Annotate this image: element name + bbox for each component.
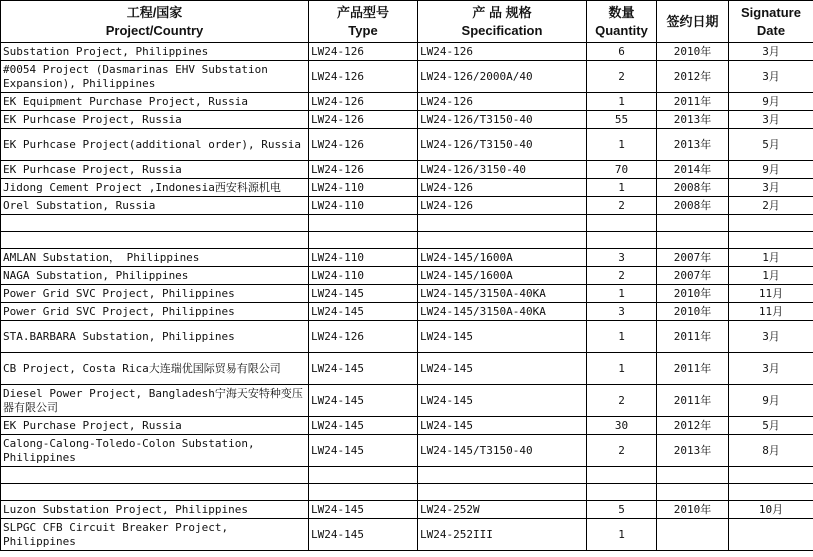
cell-month[interactable]: 11月 (729, 285, 813, 303)
cell-quantity[interactable]: 2 (587, 435, 657, 467)
cell-project[interactable]: EK Purchase Project, Russia (1, 417, 309, 435)
header-date-en[interactable]: Signature Date (729, 1, 813, 43)
cell-year[interactable]: 2014年 (657, 161, 729, 179)
cell-quantity[interactable]: 1 (587, 519, 657, 551)
cell-project[interactable]: Luzon Substation Project, Philippines (1, 501, 309, 519)
table-row (1, 249, 813, 267)
cell-quantity[interactable]: 1 (587, 129, 657, 161)
header-spec[interactable]: 产 品 规格 Specification (418, 1, 587, 43)
cell-spec[interactable]: LW24-126/T3150-40 (418, 129, 587, 161)
header-quantity[interactable]: 数量 Quantity (587, 1, 657, 43)
cell-month[interactable]: 2月 (729, 197, 813, 215)
table-row (1, 179, 813, 197)
cell-month[interactable]: 3月 (729, 111, 813, 129)
cell-type[interactable]: LW24-145 (309, 285, 418, 303)
empty-cell[interactable] (657, 467, 729, 484)
empty-cell[interactable] (309, 232, 418, 249)
header-row (1, 1, 813, 43)
cell-year[interactable]: 2008年 (657, 197, 729, 215)
cell-year[interactable]: 2012年 (657, 61, 729, 93)
table-row (1, 267, 813, 285)
table-row (1, 501, 813, 519)
cell-type[interactable]: LW24-145 (309, 385, 418, 417)
cell-type[interactable]: LW24-126 (309, 111, 418, 129)
table-row (1, 285, 813, 303)
cell-type[interactable]: LW24-145 (309, 435, 418, 467)
table-row (1, 43, 813, 61)
cell-year[interactable]: 2011年 (657, 353, 729, 385)
empty-cell[interactable] (1, 232, 309, 249)
empty-cell[interactable] (418, 232, 587, 249)
cell-month[interactable] (729, 519, 813, 551)
cell-year[interactable]: 2007年 (657, 267, 729, 285)
empty-row (1, 215, 813, 232)
empty-row (1, 232, 813, 249)
empty-cell[interactable] (657, 232, 729, 249)
cell-year[interactable]: 2013年 (657, 111, 729, 129)
cell-quantity[interactable]: 1 (587, 285, 657, 303)
cell-quantity[interactable]: 70 (587, 161, 657, 179)
cell-year[interactable]: 2011年 (657, 93, 729, 111)
empty-cell[interactable] (418, 215, 587, 232)
cell-quantity[interactable]: 30 (587, 417, 657, 435)
cell-type[interactable]: LW24-145 (309, 519, 418, 551)
cell-quantity[interactable]: 6 (587, 43, 657, 61)
table-row (1, 353, 813, 385)
cell-project[interactable]: STA.BARBARA Substation, Philippines (1, 321, 309, 353)
cell-year[interactable]: 2012年 (657, 417, 729, 435)
cell-type[interactable]: LW24-145 (309, 303, 418, 321)
empty-cell[interactable] (729, 467, 813, 484)
cell-spec[interactable]: LW24-126/T3150-40 (418, 111, 587, 129)
table-row (1, 303, 813, 321)
empty-cell[interactable] (729, 484, 813, 501)
cell-quantity[interactable]: 1 (587, 93, 657, 111)
cell-month[interactable]: 9月 (729, 161, 813, 179)
cell-spec[interactable]: LW24-126 (418, 43, 587, 61)
cell-year[interactable]: 2013年 (657, 129, 729, 161)
cell-year[interactable]: 2007年 (657, 249, 729, 267)
cell-spec[interactable]: LW24-145 (418, 417, 587, 435)
cell-project[interactable]: Power Grid SVC Project, Philippines (1, 303, 309, 321)
cell-type[interactable]: LW24-110 (309, 249, 418, 267)
cell-project[interactable]: Diesel Power Project, Bangladesh宁海天安特种变压器有限公司 (1, 385, 309, 417)
cell-spec[interactable]: LW24-145/T3150-40 (418, 435, 587, 467)
empty-cell[interactable] (657, 484, 729, 501)
cell-spec[interactable]: LW24-145/3150A-40KA (418, 285, 587, 303)
cell-year[interactable]: 2013年 (657, 435, 729, 467)
empty-cell[interactable] (729, 232, 813, 249)
cell-project[interactable]: Calong-Calong-Toledo-Colon Substation, Philippines (1, 435, 309, 467)
cell-spec[interactable]: LW24-126 (418, 179, 587, 197)
cell-month[interactable]: 9月 (729, 93, 813, 111)
cell-type[interactable]: LW24-110 (309, 267, 418, 285)
empty-cell[interactable] (309, 467, 418, 484)
cell-year[interactable]: 2010年 (657, 285, 729, 303)
cell-spec[interactable]: LW24-252III (418, 519, 587, 551)
table-row (1, 417, 813, 435)
empty-cell[interactable] (1, 467, 309, 484)
cell-spec[interactable]: LW24-252W (418, 501, 587, 519)
empty-cell[interactable] (309, 484, 418, 501)
cell-year[interactable]: 2008年 (657, 179, 729, 197)
table-row (1, 385, 813, 417)
cell-type[interactable]: LW24-145 (309, 417, 418, 435)
cell-project[interactable]: NAGA Substation, Philippines (1, 267, 309, 285)
cell-month[interactable]: 5月 (729, 129, 813, 161)
table-row (1, 111, 813, 129)
empty-cell[interactable] (587, 484, 657, 501)
empty-cell[interactable] (657, 215, 729, 232)
header-project[interactable]: 工程/国家 Project/Country (1, 1, 309, 43)
cell-year[interactable] (657, 519, 729, 551)
empty-cell[interactable] (418, 467, 587, 484)
table-row (1, 93, 813, 111)
empty-cell[interactable] (587, 215, 657, 232)
cell-month[interactable]: 10月 (729, 501, 813, 519)
cell-year[interactable]: 2010年 (657, 303, 729, 321)
empty-cell[interactable] (1, 484, 309, 501)
cell-quantity[interactable]: 5 (587, 501, 657, 519)
cell-quantity[interactable]: 2 (587, 197, 657, 215)
cell-quantity[interactable]: 3 (587, 303, 657, 321)
cell-year[interactable]: 2011年 (657, 321, 729, 353)
empty-cell[interactable] (418, 484, 587, 501)
cell-type[interactable]: LW24-126 (309, 321, 418, 353)
cell-type[interactable]: LW24-126 (309, 161, 418, 179)
cell-quantity[interactable]: 1 (587, 353, 657, 385)
table-row (1, 519, 813, 551)
cell-spec[interactable]: LW24-126 (418, 197, 587, 215)
cell-spec[interactable]: LW24-145 (418, 385, 587, 417)
cell-project[interactable]: EK Purhcase Project, Russia (1, 111, 309, 129)
cell-month[interactable]: 5月 (729, 417, 813, 435)
cell-type[interactable]: LW24-126 (309, 93, 418, 111)
header-date-cn[interactable]: 签约日期 (657, 1, 729, 43)
cell-spec[interactable]: LW24-126/3150-40 (418, 161, 587, 179)
cell-project[interactable]: AMLAN Substation， Philippines (1, 249, 309, 267)
cell-quantity[interactable]: 2 (587, 61, 657, 93)
cell-project[interactable]: EK Equipment Purchase Project, Russia (1, 93, 309, 111)
empty-cell[interactable] (729, 215, 813, 232)
table-row (1, 61, 813, 93)
header-type[interactable]: 产品型号 Type (309, 1, 418, 43)
cell-spec[interactable]: LW24-126/2000A/40 (418, 61, 587, 93)
cell-type[interactable]: LW24-126 (309, 61, 418, 93)
empty-cell[interactable] (587, 232, 657, 249)
cell-project[interactable]: #0054 Project (Dasmarinas EHV Substation Expansion), Philippines (1, 61, 309, 93)
cell-project[interactable]: EK Purhcase Project, Russia (1, 161, 309, 179)
cell-month[interactable]: 3月 (729, 321, 813, 353)
cell-spec[interactable]: LW24-145/1600A (418, 249, 587, 267)
cell-month[interactable]: 1月 (729, 267, 813, 285)
cell-month[interactable]: 3月 (729, 179, 813, 197)
empty-row (1, 484, 813, 501)
cell-spec[interactable]: LW24-145/1600A (418, 267, 587, 285)
cell-quantity[interactable]: 55 (587, 111, 657, 129)
cell-month[interactable]: 3月 (729, 61, 813, 93)
cell-project[interactable]: SLPGC CFB Circuit Breaker Project, Philippines (1, 519, 309, 551)
cell-project[interactable]: Power Grid SVC Project, Philippines (1, 285, 309, 303)
cell-quantity[interactable]: 2 (587, 267, 657, 285)
cell-type[interactable]: LW24-126 (309, 129, 418, 161)
empty-cell[interactable] (587, 467, 657, 484)
cell-spec[interactable]: LW24-145 (418, 353, 587, 385)
empty-cell[interactable] (309, 215, 418, 232)
cell-project[interactable]: Substation Project, Philippines (1, 43, 309, 61)
table-row (1, 161, 813, 179)
cell-type[interactable]: LW24-110 (309, 179, 418, 197)
cell-year[interactable]: 2010年 (657, 501, 729, 519)
cell-type[interactable]: LW24-110 (309, 197, 418, 215)
cell-project[interactable]: Jidong Cement Project ,Indonesia西安科源机电 (1, 179, 309, 197)
cell-month[interactable]: 1月 (729, 249, 813, 267)
cell-month[interactable]: 8月 (729, 435, 813, 467)
table-row (1, 435, 813, 467)
cell-project[interactable]: Orel Substation, Russia (1, 197, 309, 215)
cell-quantity[interactable]: 3 (587, 249, 657, 267)
cell-project[interactable]: CB Project, Costa Rica大连瑞优国际贸易有限公司 (1, 353, 309, 385)
cell-spec[interactable]: LW24-126 (418, 93, 587, 111)
table-row (1, 321, 813, 353)
cell-month[interactable]: 11月 (729, 303, 813, 321)
cell-year[interactable]: 2011年 (657, 385, 729, 417)
cell-type[interactable]: LW24-145 (309, 353, 418, 385)
cell-spec[interactable]: LW24-145/3150A-40KA (418, 303, 587, 321)
empty-cell[interactable] (1, 215, 309, 232)
cell-spec[interactable]: LW24-145 (418, 321, 587, 353)
cell-month[interactable]: 3月 (729, 43, 813, 61)
cell-quantity[interactable]: 1 (587, 179, 657, 197)
cell-year[interactable]: 2010年 (657, 43, 729, 61)
table-row (1, 129, 813, 161)
cell-quantity[interactable]: 2 (587, 385, 657, 417)
cell-month[interactable]: 3月 (729, 353, 813, 385)
cell-project[interactable]: EK Purhcase Project(additional order), Russia (1, 129, 309, 161)
cell-quantity[interactable]: 1 (587, 321, 657, 353)
empty-row (1, 467, 813, 484)
cell-type[interactable]: LW24-145 (309, 501, 418, 519)
cell-month[interactable]: 9月 (729, 385, 813, 417)
table-row (1, 197, 813, 215)
cell-type[interactable]: LW24-126 (309, 43, 418, 61)
